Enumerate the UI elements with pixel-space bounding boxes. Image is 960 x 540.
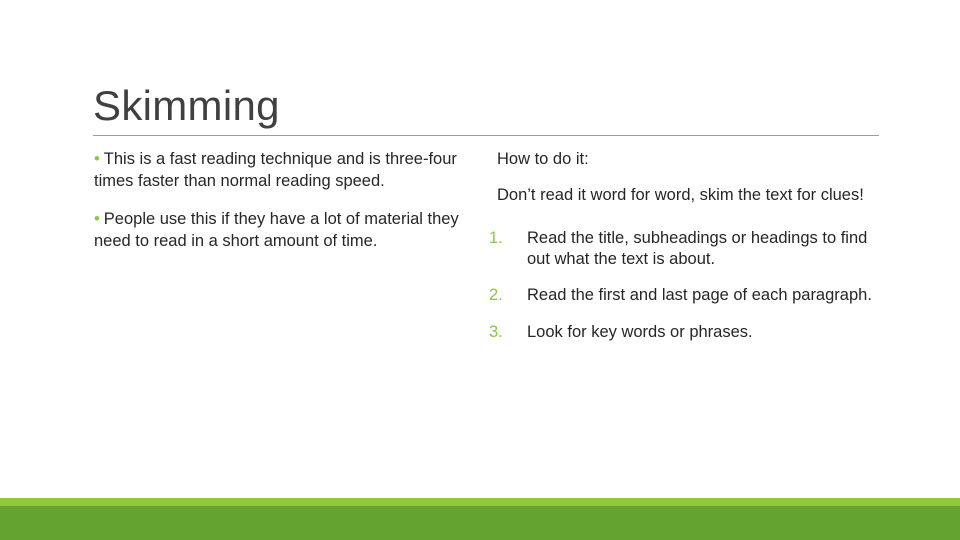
footer-accent-stripe — [0, 498, 960, 506]
left-content-column — [86, 148, 471, 268]
title-divider — [93, 135, 879, 136]
bullet-item — [86, 148, 471, 192]
bullet-text: People use this if they have a lot of material they need to read in a short amount of time. — [94, 210, 459, 250]
bullet-text: This is a fast reading technique and is three-four times faster than normal reading speed. — [94, 150, 457, 190]
bullet-dot-icon: • — [94, 150, 100, 168]
step-number: 2. — [489, 286, 503, 304]
bullet-item — [86, 208, 471, 252]
step-item — [489, 322, 877, 343]
slide-title: Skimming — [93, 82, 280, 129]
bullet-dot-icon: • — [94, 210, 100, 228]
step-number: 3. — [489, 322, 503, 341]
instruction-paragraph: Don’t read it word for word, skim the text for clues! — [497, 186, 864, 204]
right-content-column — [489, 148, 877, 358]
step-item — [489, 228, 877, 269]
step-text: Read the title, subheadings or headings to find out what the text is about. — [527, 229, 868, 268]
how-to-heading: How to do it: — [497, 150, 589, 168]
step-text: Read the first and last page of each paragraph. — [527, 286, 872, 304]
steps-list — [489, 228, 877, 342]
footer-bar — [0, 506, 960, 540]
step-number: 1. — [489, 229, 503, 247]
step-item — [489, 285, 877, 306]
step-text: Look for key words or phrases. — [527, 322, 753, 341]
